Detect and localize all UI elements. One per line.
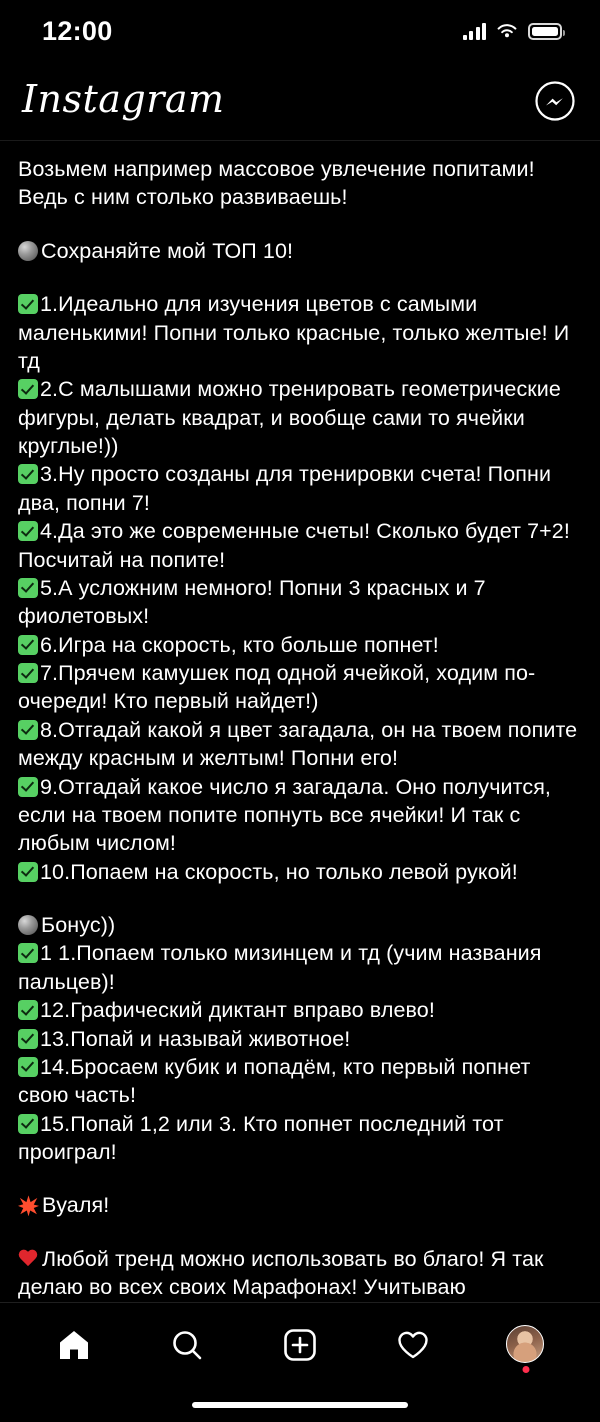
post-caption	[18, 141, 582, 1302]
check-mark-icon	[18, 521, 38, 541]
caption-spacer	[18, 886, 582, 911]
caption-bonus: Бонус))	[18, 911, 582, 939]
status-time: 12:00	[42, 15, 113, 46]
caption-item-10: 10.Попаем на скорость, но только левой рукой!	[18, 858, 582, 886]
caption-item-4: 4.Да это же современные счеты! Сколько будет 7+2! Посчитай на попите!	[18, 519, 570, 572]
notification-dot	[522, 1366, 529, 1373]
check-mark-icon	[18, 862, 38, 882]
check-mark-icon	[18, 464, 38, 484]
create-post-icon[interactable]	[272, 1317, 328, 1373]
caption-item-8: 8.Отгадай какой я цвет загадала, он на твоем попите между красным и желтым! Попни его!	[18, 717, 578, 771]
red-heart-emoji-icon	[18, 1250, 38, 1269]
caption-item-9: 9.Отгадай какое число я загадала. Оно получится, если на твоем попите попнуть все ячейки! И так с любым числом!	[18, 774, 552, 856]
caption-line: Возьмем например массовое увлечение попитами! Ведь с ним столько развиваешь!	[18, 157, 535, 210]
status-bar	[0, 0, 600, 62]
caption-item-1: 1.Идеально для изучения цветов с самыми маленькими! Попни только красные, только желтые! И тд	[18, 292, 570, 373]
caption-spacer	[18, 1220, 582, 1245]
caption-item-3: 3.Ну просто созданы для тренировки счета! Попни два, попни 7!	[18, 462, 552, 515]
bottom-tab-bar	[0, 1302, 600, 1388]
bomb-emoji-icon	[18, 241, 38, 261]
caption-item-14: 14.Бросаем кубик и попадём, кто первый попнет свою часть!	[18, 1054, 531, 1108]
check-mark-icon	[18, 635, 38, 655]
caption-item-12: 12.Графический диктант вправо влево!	[18, 996, 582, 1024]
wifi-icon	[495, 22, 519, 40]
activity-heart-icon[interactable]	[385, 1317, 441, 1373]
caption-item-11: 1 1.Попаем только мизинцем и тд (учим названия пальцев)!	[18, 941, 542, 994]
caption-item-2: 2.С малышами можно тренировать геометрические фигуры, делать квадрат, и вообще сами то ячейки круглые!))	[18, 377, 561, 458]
messenger-icon[interactable]	[534, 80, 576, 122]
profile-avatar[interactable]	[498, 1317, 554, 1373]
caption-item-6: 6.Игра на скорость, кто больше попнет!	[18, 631, 582, 659]
check-mark-icon	[18, 943, 38, 963]
caption-spacer	[18, 265, 582, 290]
caption-spacer	[18, 1166, 582, 1191]
check-mark-icon	[18, 1114, 38, 1134]
check-mark-icon	[18, 720, 38, 740]
status-indicators	[463, 22, 563, 40]
check-mark-icon	[18, 777, 38, 797]
check-mark-icon	[18, 1029, 38, 1049]
home-indicator-area	[0, 1388, 600, 1422]
home-indicator[interactable]	[192, 1402, 408, 1408]
post-caption-region	[0, 140, 600, 1302]
check-mark-icon	[18, 578, 38, 598]
bomb-emoji-icon	[18, 915, 38, 935]
caption-item-13: 13.Попай и называй животное!	[18, 1025, 582, 1053]
caption-spacer	[18, 212, 582, 237]
check-mark-icon	[18, 1057, 38, 1077]
instagram-logo[interactable]: Instagram	[22, 77, 225, 121]
cellular-signal-icon	[463, 22, 487, 40]
battery-icon	[528, 23, 562, 40]
sparkle-emoji-icon	[18, 1195, 39, 1216]
caption-item-7: 7.Прячем камушек под одной ячейкой, ходим по-очереди! Кто первый найдет!)	[18, 661, 536, 714]
check-mark-icon	[18, 1000, 38, 1020]
caption-line-save: Сохраняйте мой ТОП 10!	[18, 237, 582, 265]
check-mark-icon	[18, 379, 38, 399]
home-icon[interactable]	[46, 1317, 102, 1373]
caption-closing: Любой тренд можно использовать во благо! Я так делаю во всех своих Марафонах! Учитываю	[18, 1246, 544, 1300]
caption-item-5: 5.А усложним немного! Попни 3 красных и 7 фиолетовых!	[18, 575, 486, 629]
check-mark-icon	[18, 663, 38, 683]
caption-voila: Вуаля!	[18, 1191, 582, 1219]
caption-item-15: 15.Попай 1,2 или 3. Кто попнет последний тот проиграл!	[18, 1111, 504, 1164]
search-icon[interactable]	[159, 1317, 215, 1373]
app-header	[0, 62, 600, 140]
check-mark-icon	[18, 294, 38, 314]
avatar	[506, 1325, 544, 1363]
